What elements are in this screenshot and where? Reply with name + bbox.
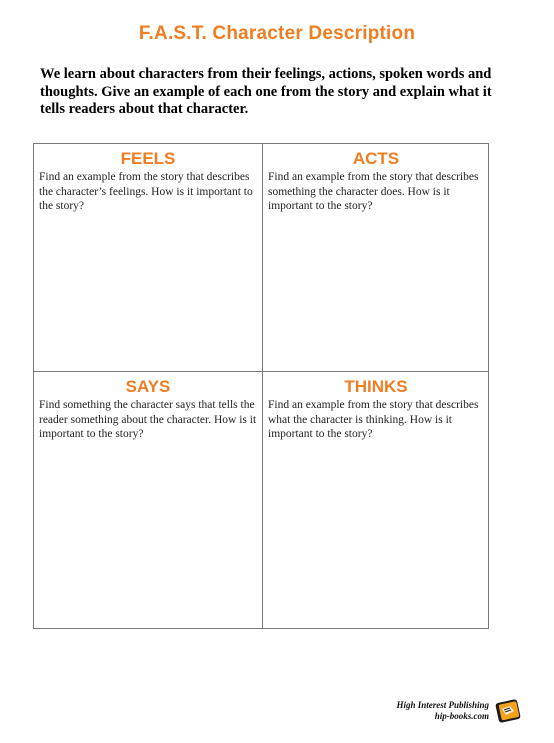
cell-prompt-acts: Find an example from the story that describes something the character does. How is it important to the story?: [268, 171, 479, 212]
cell-heading-acts: ACTS: [352, 149, 400, 168]
cell-heading-says: SAYS: [125, 377, 171, 396]
publisher-website: hip-books.com: [434, 711, 489, 721]
cell-prompt-says: Find something the character says that tells the reader something about the character. How is it important to the story?: [39, 399, 257, 440]
cell-feels[interactable]: [34, 144, 262, 214]
publisher-name: High Interest Publishing: [396, 700, 489, 710]
fast-grid: [33, 143, 489, 629]
cell-prompt-thinks: Find an example from the story that describes what the character is thinking. How is it important to the story?: [268, 399, 479, 440]
cell-prompt-feels: Find an example from the story that describes the character’s feelings. How is it important to the story?: [39, 171, 253, 212]
publisher-footer: [396, 700, 489, 722]
instructions: We learn about characters from their feelings, actions, spoken words and thoughts. Give an example of each one from the story and explain what it tells readers about that character.: [40, 66, 492, 117]
cell-thinks[interactable]: [263, 372, 489, 442]
book-logo-icon: [494, 697, 522, 725]
cell-heading-thinks: THINKS: [344, 377, 408, 396]
cell-heading-feels: FEELS: [120, 149, 176, 168]
cell-acts[interactable]: [263, 144, 489, 214]
cell-says[interactable]: [34, 372, 262, 442]
page-title: F.A.S.T. Character Description: [138, 23, 416, 44]
